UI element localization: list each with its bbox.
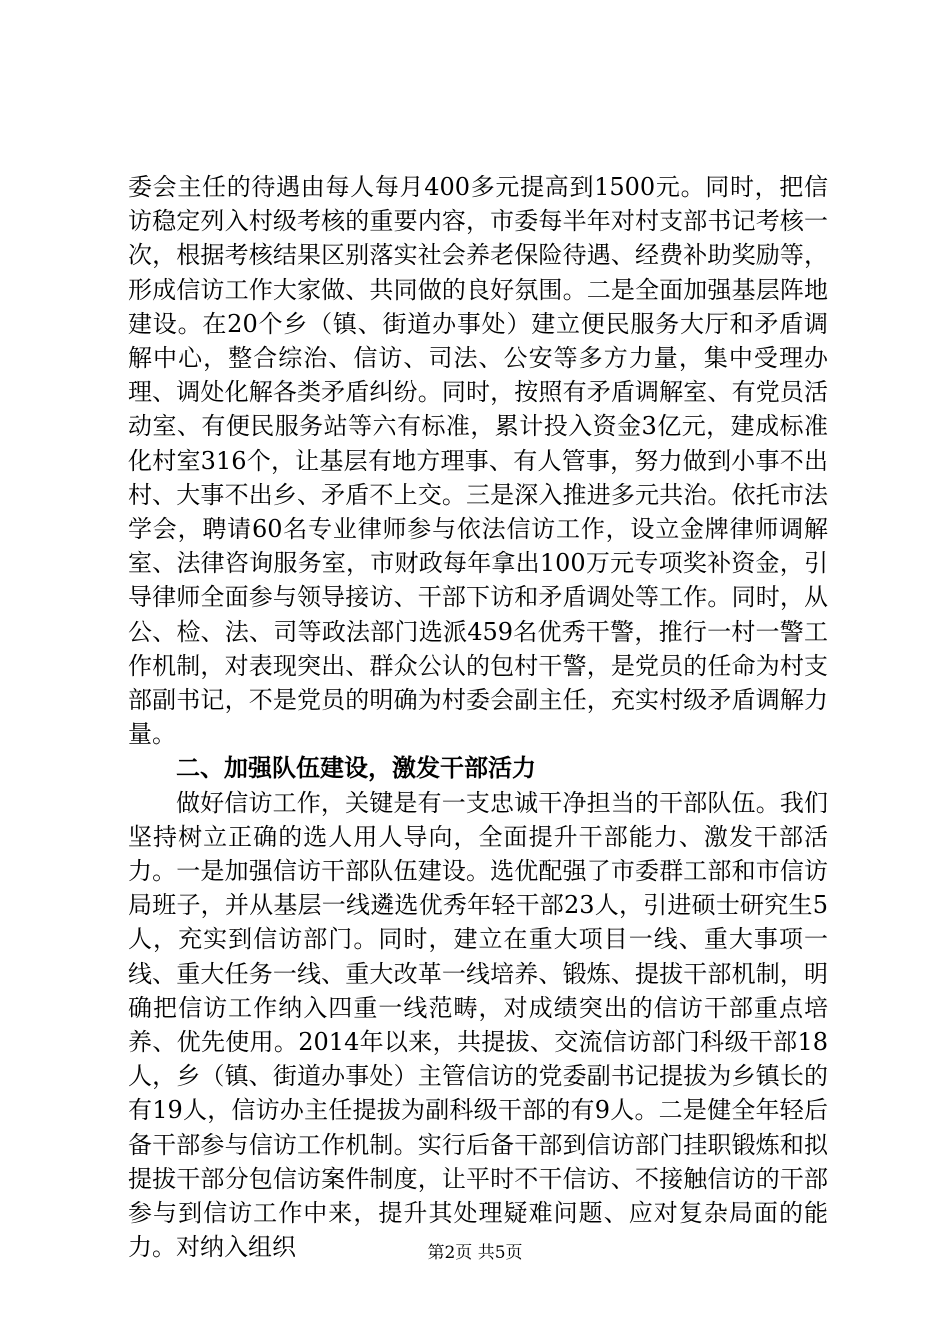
- section-heading-2: 二、加强队伍建设，激发干部活力: [176, 753, 536, 783]
- body-paragraph-2: 做好信访工作，关键是有一支忠诚干净担当的干部队伍。我们坚持树立正确的选人用人导向，全面提升干部能力、激发干部活力。一是加强信访干部队伍建设。选优配强了市委群工部和市信访局班子，并从基层一线遴选优秀年轻干部23人，引进硕士研究生5人，充实到信访部门。同时，建立在重大项目一线、重大事项一线、重大任务一线、重大改革一线培养、锻炼、提拔干部机制，明确把信访工作纳入四重一线范畴，对成绩突出的信访干部重点培养、优先使用。2014年以来，共提拔、交流信访部门科级干部18人，乡（镇、街道办事处）主管信访的党委副书记提拔为乡镇长的有19人，信访办主任提拔为副科级干部的有9人。二是健全年轻后备干部参与信访工作机制。实行后备干部到信访部门挂职锻炼和拟提拔干部分包信访案件制度，让平时不干信访、不接触信访的干部参与到信访工作中来，提升其处理疑难问题、应对复杂局面的能力。对纳入组织: [128, 788, 828, 1262]
- body-paragraph-1: 委会主任的待遇由每人每月400多元提高到1500元。同时，把信访稳定列入村级考核的重要内容，市委每半年对村支部书记考核一次，根据考核结果区别落实社会养老保险待遇、经费补助奖励等，形成信访工作大家做、共同做的良好氛围。二是全面加强基层阵地建设。在20个乡（镇、街道办事处）建立便民服务大厅和矛盾调解中心，整合综治、信访、司法、公安等多方力量，集中受理办理、调处化解各类矛盾纠纷。同时，按照有矛盾调解室、有党员活动室、有便民服务站等六有标准，累计投入资金3亿元，建成标准化村室316个，让基层有地方理事、有人管事，努力做到小事不出村、大事不出乡、矛盾不上交。三是深入推进多元共治。依托市法学会，聘请60名专业律师参与依法信访工作，设立金牌律师调解室、法律咨询服务室，市财政每年拿出100万元专项奖补资金，引导律师全面参与领导接访、干部下访和矛盾调处等工作。同时，从公、检、法、司等政法部门选派459名优秀干警，推行一村一警工作机制，对表现突出、群众公认的包村干警，是党员的任命为村支部副书记，不是党员的明确为村委会副主任，充实村级矛盾调解力量。: [128, 173, 828, 749]
- document-body: [128, 170, 828, 1265]
- page-footer: 第2页 共5页: [427, 1243, 523, 1263]
